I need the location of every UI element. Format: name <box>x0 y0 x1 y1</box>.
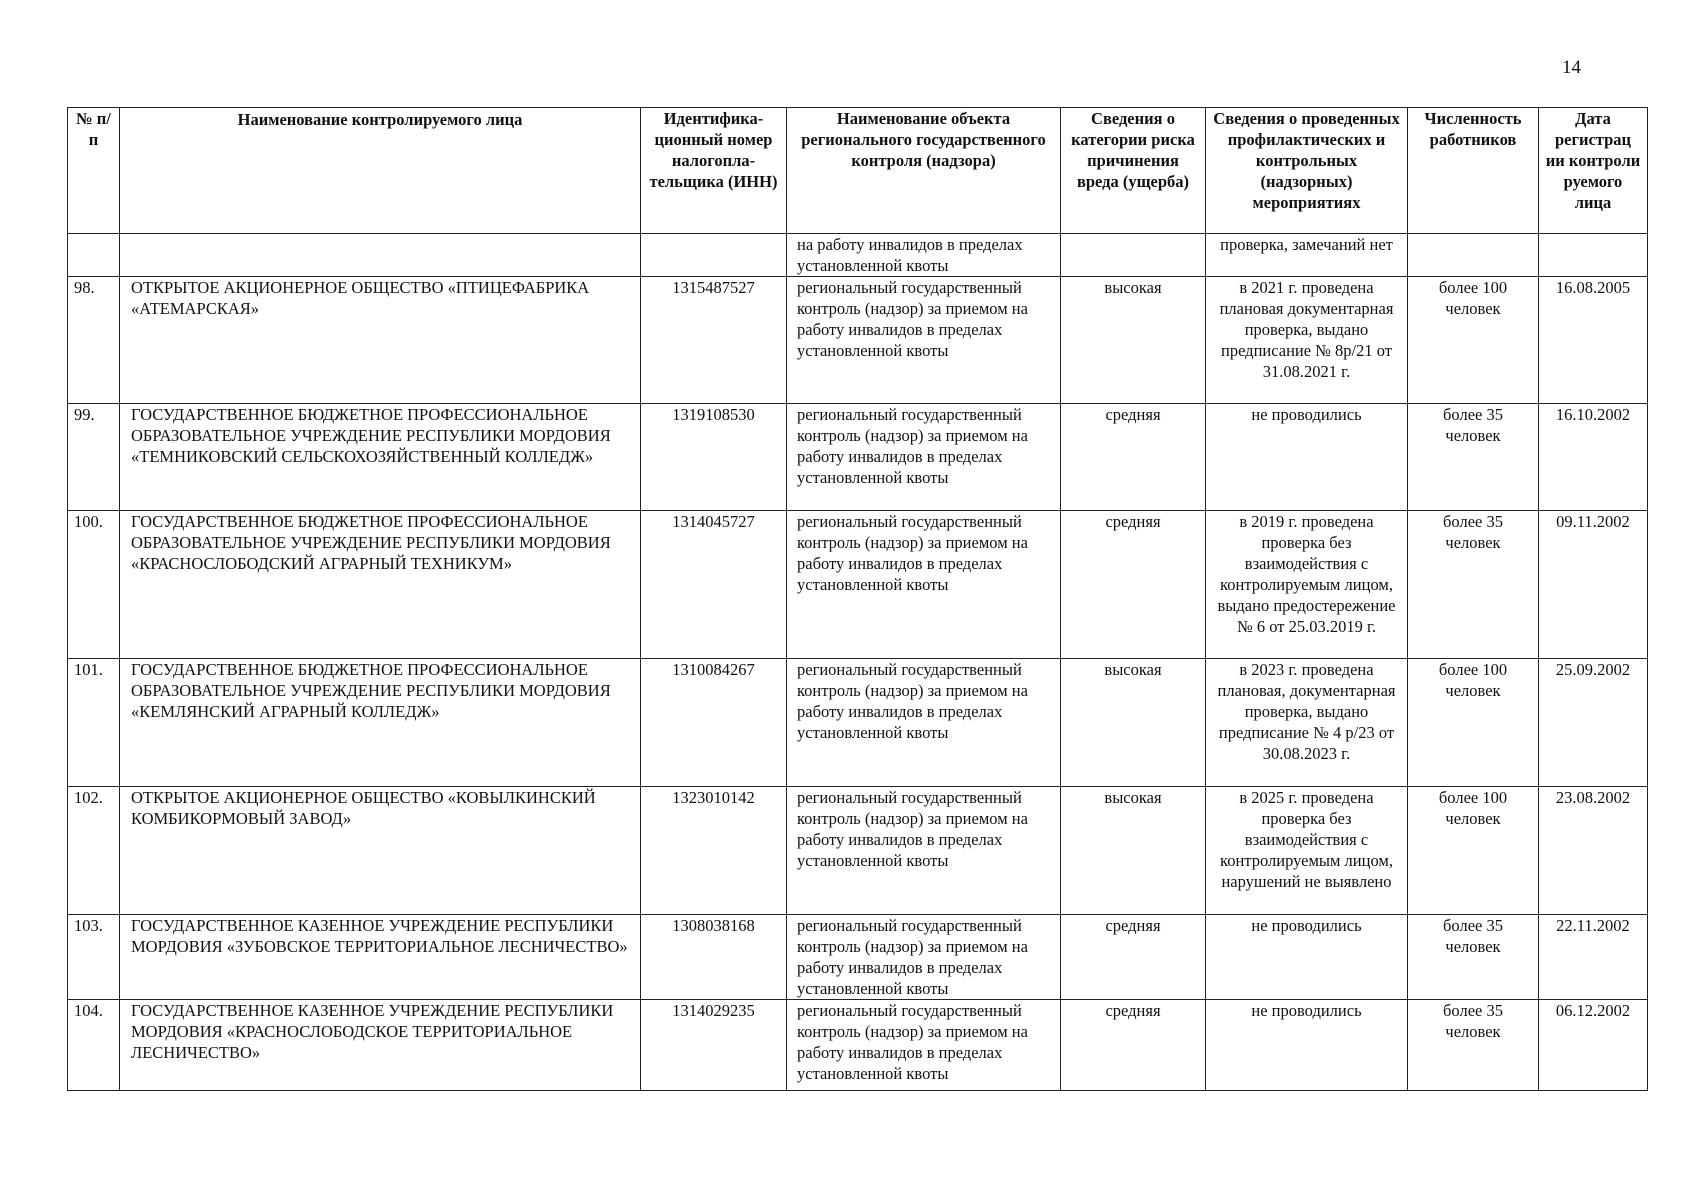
cell-num: 99. <box>68 404 120 511</box>
table-row <box>68 277 1648 404</box>
cell-staff: более 35 человек <box>1408 511 1539 659</box>
cell-date: 09.11.2002 <box>1539 511 1648 659</box>
cell-risk: средняя <box>1061 404 1206 511</box>
header-risk: Сведения о категории риска причинения вреда (ущерба) <box>1061 108 1206 234</box>
cell-staff: более 100 человек <box>1408 659 1539 787</box>
header-date: Дата регистрац ии контроли руемого лица <box>1539 108 1648 234</box>
cell-risk: средняя <box>1061 1000 1206 1091</box>
table-row <box>68 1000 1648 1091</box>
cell-num: 103. <box>68 915 120 1000</box>
header-name: Наименование контролируемого лица <box>120 108 641 234</box>
cell-inn: 1314045727 <box>641 511 787 659</box>
continuation-row <box>68 234 1648 277</box>
cell-object: на работу инвалидов в пределах установленной квоты <box>787 234 1061 277</box>
cell-name: ГОСУДАРСТВЕННОЕ БЮДЖЕТНОЕ ПРОФЕССИОНАЛЬНОЕ ОБРАЗОВАТЕЛЬНОЕ УЧРЕЖДЕНИЕ РЕСПУБЛИКИ МОРДОВИЯ «КРАСНОСЛОБОДСКИЙ АГРАРНЫЙ ТЕХНИКУМ» <box>120 511 641 659</box>
cell-risk: высокая <box>1061 277 1206 404</box>
cell-num: 102. <box>68 787 120 915</box>
cell-staff: более 100 человек <box>1408 787 1539 915</box>
cell-date: 22.11.2002 <box>1539 915 1648 1000</box>
cell-date: 06.12.2002 <box>1539 1000 1648 1091</box>
cell-num: 101. <box>68 659 120 787</box>
registry-table <box>67 107 1648 1091</box>
cell-num: 98. <box>68 277 120 404</box>
cell-date: 25.09.2002 <box>1539 659 1648 787</box>
cell-name: ОТКРЫТОЕ АКЦИОНЕРНОЕ ОБЩЕСТВО «ПТИЦЕФАБРИКА «АТЕМАРСКАЯ» <box>120 277 641 404</box>
cell-inn: 1323010142 <box>641 787 787 915</box>
header-row <box>68 108 1648 234</box>
cell-object: региональный государственный контроль (надзор) за приемом на работу инвалидов в пределах установленной квоты <box>787 404 1061 511</box>
cell-events: в 2019 г. проведена проверка без взаимодействия с контролируемым лицом, выдано предостережение № 6 от 25.03.2019 г. <box>1206 511 1408 659</box>
cell-events: не проводились <box>1206 915 1408 1000</box>
cell-object: региональный государственный контроль (надзор) за приемом на работу инвалидов в пределах установленной квоты <box>787 277 1061 404</box>
cell-staff: более 35 человек <box>1408 404 1539 511</box>
cell-risk: средняя <box>1061 511 1206 659</box>
cell-events: в 2021 г. проведена плановая документарная проверка, выдано предписание № 8р/21 от 31.08.2021 г. <box>1206 277 1408 404</box>
cell-risk: средняя <box>1061 915 1206 1000</box>
cell-events: проверка, замечаний нет <box>1206 234 1408 277</box>
cell-date <box>1539 234 1648 277</box>
cell-name: ГОСУДАРСТВЕННОЕ КАЗЕННОЕ УЧРЕЖДЕНИЕ РЕСПУБЛИКИ МОРДОВИЯ «КРАСНОСЛОБОДСКОЕ ТЕРРИТОРИАЛЬНОЕ ЛЕСНИЧЕСТВО» <box>120 1000 641 1091</box>
cell-inn: 1314029235 <box>641 1000 787 1091</box>
header-staff: Численность работников <box>1408 108 1539 234</box>
table-row <box>68 915 1648 1000</box>
header-inn: Идентифика-ционный номер налогопла-тельщика (ИНН) <box>641 108 787 234</box>
cell-inn: 1315487527 <box>641 277 787 404</box>
cell-object: региональный государственный контроль (надзор) за приемом на работу инвалидов в пределах установленной квоты <box>787 915 1061 1000</box>
cell-num <box>68 234 120 277</box>
cell-staff <box>1408 234 1539 277</box>
cell-risk: высокая <box>1061 787 1206 915</box>
cell-date: 16.08.2005 <box>1539 277 1648 404</box>
cell-name: ГОСУДАРСТВЕННОЕ БЮДЖЕТНОЕ ПРОФЕССИОНАЛЬНОЕ ОБРАЗОВАТЕЛЬНОЕ УЧРЕЖДЕНИЕ РЕСПУБЛИКИ МОРДОВИЯ «КЕМЛЯНСКИЙ АГРАРНЫЙ КОЛЛЕДЖ» <box>120 659 641 787</box>
table-row <box>68 404 1648 511</box>
cell-object: региональный государственный контроль (надзор) за приемом на работу инвалидов в пределах установленной квоты <box>787 511 1061 659</box>
cell-risk <box>1061 234 1206 277</box>
cell-name: ГОСУДАРСТВЕННОЕ КАЗЕННОЕ УЧРЕЖДЕНИЕ РЕСПУБЛИКИ МОРДОВИЯ «ЗУБОВСКОЕ ТЕРРИТОРИАЛЬНОЕ ЛЕСНИЧЕСТВО» <box>120 915 641 1000</box>
cell-num: 100. <box>68 511 120 659</box>
cell-inn <box>641 234 787 277</box>
cell-date: 23.08.2002 <box>1539 787 1648 915</box>
page-number: 14 <box>1562 57 1581 78</box>
cell-object: региональный государственный контроль (надзор) за приемом на работу инвалидов в пределах установленной квоты <box>787 787 1061 915</box>
cell-name: ГОСУДАРСТВЕННОЕ БЮДЖЕТНОЕ ПРОФЕССИОНАЛЬНОЕ ОБРАЗОВАТЕЛЬНОЕ УЧРЕЖДЕНИЕ РЕСПУБЛИКИ МОРДОВИЯ «ТЕМНИКОВСКИЙ СЕЛЬСКОХОЗЯЙСТВЕННЫЙ КОЛЛЕДЖ» <box>120 404 641 511</box>
cell-staff: более 35 человек <box>1408 1000 1539 1091</box>
cell-inn: 1319108530 <box>641 404 787 511</box>
cell-inn: 1308038168 <box>641 915 787 1000</box>
header-events: Сведения о проведенных профилактических и контрольных (надзорных) мероприятиях <box>1206 108 1408 234</box>
cell-object: региональный государственный контроль (надзор) за приемом на работу инвалидов в пределах установленной квоты <box>787 1000 1061 1091</box>
cell-inn: 1310084267 <box>641 659 787 787</box>
cell-num: 104. <box>68 1000 120 1091</box>
cell-events: не проводились <box>1206 1000 1408 1091</box>
header-object: Наименование объекта регионального государственного контроля (надзора) <box>787 108 1061 234</box>
cell-staff: более 100 человек <box>1408 277 1539 404</box>
cell-name <box>120 234 641 277</box>
cell-events: не проводились <box>1206 404 1408 511</box>
table-row <box>68 511 1648 659</box>
cell-risk: высокая <box>1061 659 1206 787</box>
table-row <box>68 659 1648 787</box>
table-row <box>68 787 1648 915</box>
cell-date: 16.10.2002 <box>1539 404 1648 511</box>
cell-events: в 2023 г. проведена плановая, документарная проверка, выдано предписание № 4 р/23 от 30.08.2023 г. <box>1206 659 1408 787</box>
cell-object: региональный государственный контроль (надзор) за приемом на работу инвалидов в пределах установленной квоты <box>787 659 1061 787</box>
cell-staff: более 35 человек <box>1408 915 1539 1000</box>
header-num: № п/п <box>68 108 120 234</box>
cell-events: в 2025 г. проведена проверка без взаимодействия с контролируемым лицом, нарушений не выявлено <box>1206 787 1408 915</box>
cell-name: ОТКРЫТОЕ АКЦИОНЕРНОЕ ОБЩЕСТВО «КОВЫЛКИНСКИЙ КОМБИКОРМОВЫЙ ЗАВОД» <box>120 787 641 915</box>
